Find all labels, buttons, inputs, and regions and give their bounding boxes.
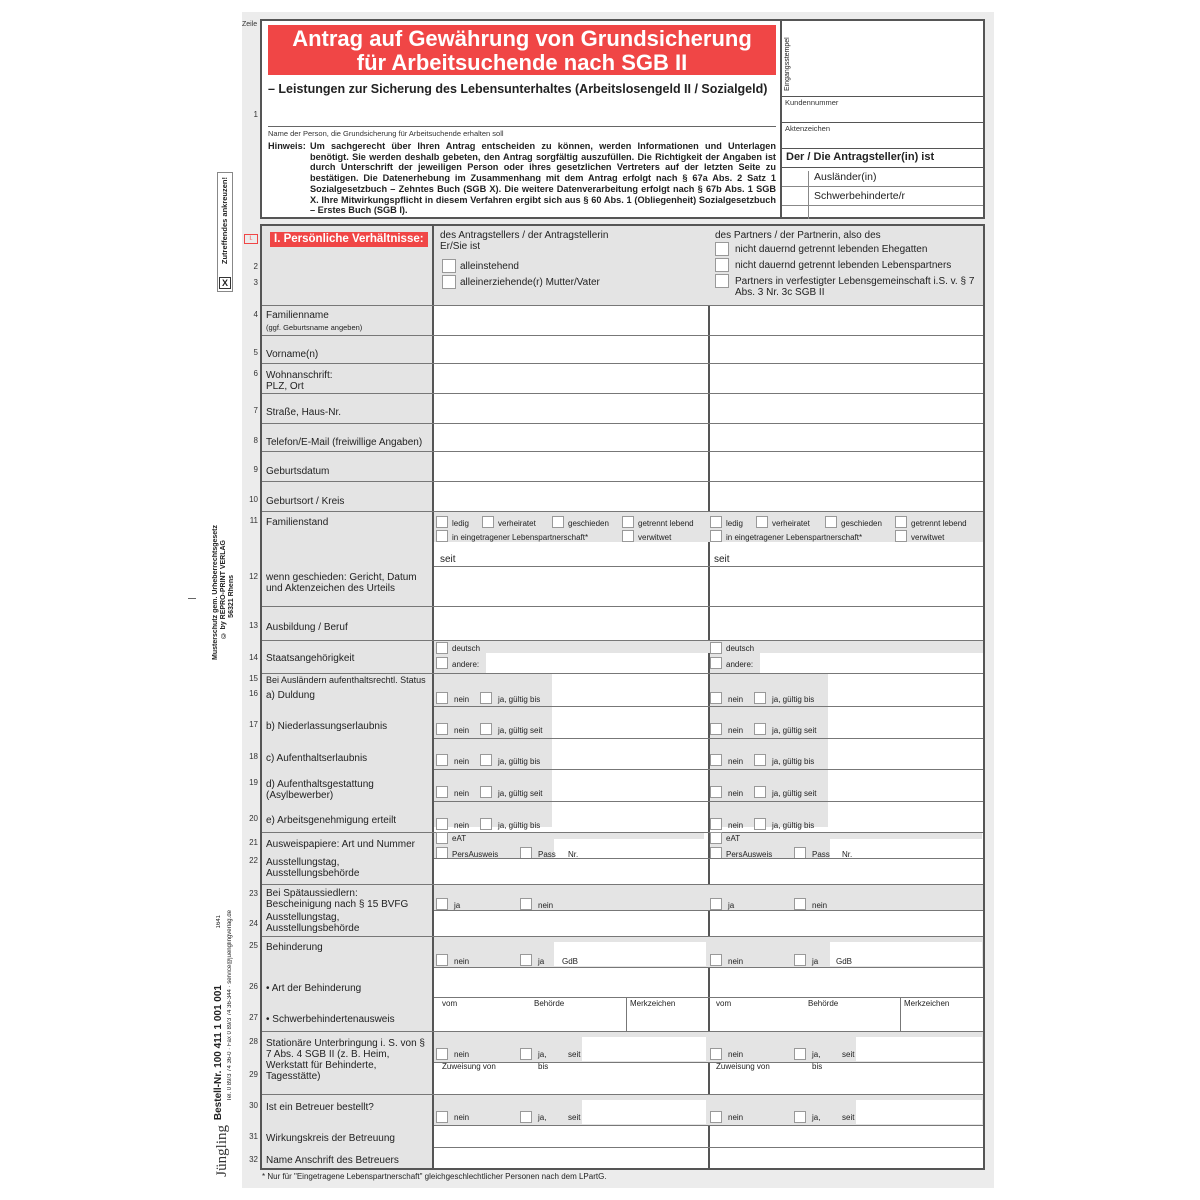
label-aufenthaltserlaubnis: c) Aufenthaltserlaubnis — [266, 753, 368, 764]
checkbox-partner-duldung-ja[interactable] — [754, 692, 766, 704]
line-number: 17 — [249, 720, 258, 729]
line-number: 18 — [249, 752, 258, 761]
line-number: 5 — [253, 348, 258, 357]
option-label: verheiratet — [772, 519, 810, 528]
copyright-publisher: © by REPRO-PRINT VERLAG — [220, 540, 227, 639]
label-familienname: Familienname — [266, 310, 329, 321]
input-applicant-wirkungskreis[interactable] — [436, 1126, 706, 1146]
input-partner-geburtsdatum[interactable] — [712, 452, 982, 480]
line-number: 1 — [253, 110, 258, 119]
office-use-box — [780, 19, 985, 219]
checkbox-partner-betreuer-nein[interactable] — [710, 1111, 722, 1123]
label-spaetaussiedler: Bei Spätaussiedlern: Bescheinigung nach § 15 BVFG — [266, 888, 409, 910]
option-label: nein — [454, 695, 470, 704]
line-number: 26 — [249, 982, 258, 991]
label-aufenthaltsstatus: Bei Ausländern aufenthaltsrechtl. Status — [266, 675, 426, 685]
input-partner-ausweis-vom-behoerde[interactable] — [712, 1008, 898, 1030]
option-label: seit — [568, 1113, 581, 1122]
checkbox-partner-niederlassung-nein[interactable] — [710, 723, 722, 735]
input-applicant-zuweisung[interactable] — [436, 1072, 706, 1094]
checkbox-partner-gestattung-nein[interactable] — [710, 786, 722, 798]
checkbox-applicant-aufenthaltserlaubnis-ja[interactable] — [480, 754, 492, 766]
option-label: ja, gültig bis — [498, 695, 541, 704]
checkbox-partner-ehegatte[interactable] — [715, 242, 729, 256]
option-label: nein — [728, 695, 744, 704]
input-applicant-geburtsort[interactable] — [436, 482, 706, 510]
label-ausweispapiere: Ausweispapiere: Art und Nummer — [266, 839, 415, 850]
applicant-column-header: des Antragstellers / der Antragstellerin — [440, 230, 609, 241]
checkbox-applicant-gestattung-nein[interactable] — [436, 786, 448, 798]
option-label: deutsch — [452, 644, 481, 653]
option-label: Pass — [538, 850, 556, 859]
label-geburtsdatum: Geburtsdatum — [266, 466, 330, 477]
option-label: Nr. — [568, 850, 579, 859]
checkbox-partner-aufenthaltserlaubnis-nein[interactable] — [710, 754, 722, 766]
option-label: vom — [716, 999, 732, 1008]
seit-label: seit — [714, 554, 730, 565]
checkbox-applicant-bvfg-ja[interactable] — [436, 898, 448, 910]
input-partner-ausbildung[interactable] — [712, 607, 982, 639]
input-partner-ausstellung-ausweis[interactable] — [712, 859, 982, 883]
option-label: GdB — [562, 957, 579, 966]
checkbox-partner-deutsch[interactable] — [710, 642, 722, 654]
line-number: 23 — [249, 889, 258, 898]
input-partner-gdb[interactable] — [830, 942, 982, 966]
checkbox-partner-bvfg-nein[interactable] — [794, 898, 806, 910]
label-niederlassung: b) Niederlassungserlaubnis — [266, 721, 388, 732]
input-partner-art-behinderung[interactable] — [712, 968, 982, 996]
option-label: ja, — [812, 1113, 821, 1122]
option-label: seit — [568, 1050, 581, 1059]
option-label: eAT — [726, 834, 741, 843]
input-applicant-geburtsdatum[interactable] — [436, 452, 706, 480]
checkbox-partner-unterbringung-ja[interactable] — [794, 1048, 806, 1060]
checkbox-partner-verheiratet[interactable] — [756, 516, 768, 528]
checkbox-partner-betreuer-ja[interactable] — [794, 1111, 806, 1123]
checkbox-applicant-bvfg-nein[interactable] — [520, 898, 532, 910]
option-label: Pass — [812, 850, 830, 859]
line-number: 19 — [249, 778, 258, 787]
input-applicant-strasse[interactable] — [436, 394, 706, 422]
input-applicant-ausweis-vom-behoerde[interactable] — [436, 1008, 624, 1030]
line-number: 20 — [249, 814, 258, 823]
checkbox-alleinstehend[interactable] — [442, 259, 456, 273]
option-label: ja, gültig bis — [772, 821, 815, 830]
input-applicant-ausstellung-bvfg[interactable] — [436, 911, 706, 935]
copyright-line: Musterschutz gem. Urheberrechtsgesetz — [212, 525, 219, 660]
option-label: geschieden — [568, 519, 609, 528]
checkbox-applicant-lebenspartnerschaft[interactable] — [436, 530, 448, 542]
option-label: Behörde — [808, 999, 839, 1008]
option-label: nein — [454, 821, 470, 830]
option-label: nein — [728, 1050, 744, 1059]
line-number: 15 — [249, 674, 258, 683]
title-line-2: für Arbeitsuchende nach SGB II — [356, 50, 688, 75]
input-applicant-familienname[interactable] — [436, 306, 706, 334]
input-partner-geburtsort[interactable] — [712, 482, 982, 510]
line-number: 2 — [253, 262, 258, 271]
line-number: 13 — [249, 621, 258, 630]
checkbox-partner-duldung-nein[interactable] — [710, 692, 722, 704]
checkbox-partner-gestattung-ja[interactable] — [754, 786, 766, 798]
line-number: 28 — [249, 1037, 258, 1046]
checkbox-partner-behinderung-ja[interactable] — [794, 954, 806, 966]
input-partner-scheidung[interactable] — [712, 567, 982, 605]
input-partner-wirkungskreis[interactable] — [712, 1126, 982, 1146]
line-number: 10 — [249, 495, 258, 504]
option-label: alleinstehend — [460, 261, 519, 272]
option-label: nein — [454, 789, 470, 798]
option-label: nein — [454, 1050, 470, 1059]
checkbox-applicant-geschieden[interactable] — [552, 516, 564, 528]
option-label: PersAusweis — [726, 850, 773, 859]
input-partner-familienname[interactable] — [712, 306, 982, 334]
option-label: nein — [454, 757, 470, 766]
checkbox-applicant-getrennt[interactable] — [622, 516, 634, 528]
option-label: andere: — [452, 660, 480, 669]
label-stationaere-unterbringung: Stationäre Unterbringung i. S. von § 7 Abs. 4 SGB II (z. B. Heim, Werkstatt für Behinderte, Tagesstätte) — [266, 1038, 425, 1082]
option-label: seit — [842, 1050, 855, 1059]
checkbox-partner-lebensgemeinschaft[interactable] — [715, 274, 729, 288]
checkbox-partner-behinderung-nein[interactable] — [710, 954, 722, 966]
notice-text: Um sachgerecht über Ihren Antrag entscheiden zu können, werden Informationen und Unterlagen benötigt. Sie werden deshalb gebeten, den Antrag sorgfältig auszufüllen. Die Richtigkeit der Angaben ist durch Unterschrift der jeweiligen Person oder ihres gesetzlichen Vertreters auf der letzten Seite zu bestätigen. Die Datenerhebung im Zusammenhang mit dem Antrag erfolgt nach § 67a Abs. 2 Satz 1 Sozialgesetzbuch – Zehntes Buch (SGB X). Die weitere Datenverarbeitung erfolgt nach § 67b Abs. 1 SGB X. Ihre Mitwirkungspflicht in diesem Verfahren ergibt sich aus § 60 Abs. 1 (Obliegenheit) Sozialgesetzbuch – Erstes Buch (SGB I). — [310, 141, 776, 216]
option-label: getrennt lebend — [638, 519, 694, 528]
checkbox-applicant-eat[interactable] — [436, 832, 448, 844]
option-label: nein — [454, 726, 470, 735]
checkbox-partner-geschieden[interactable] — [825, 516, 837, 528]
label-strasse: Straße, Haus-Nr. — [266, 407, 342, 418]
applicant-subheader: Er/Sie ist — [440, 241, 481, 252]
checkbox-partner-lebenspartner[interactable] — [715, 258, 729, 272]
option-label: ja, — [812, 1050, 821, 1059]
checkbox-applicant-andere[interactable] — [436, 657, 448, 669]
form-title — [268, 25, 776, 75]
publisher-logo: Jüngling — [214, 1125, 230, 1177]
line-number: 6 — [253, 369, 258, 378]
option-label: ja, gültig seit — [772, 726, 817, 735]
option-label: Merkzeichen — [904, 999, 950, 1008]
input-applicant-andere-nationalitaet[interactable] — [488, 654, 706, 672]
option-label: ja — [538, 957, 545, 966]
footnote: * Nur für "Eingetragene Lebenspartnerschaft" gleichgeschlechtlicher Personen nach dem LPartG. — [262, 1172, 607, 1181]
label-arbeitsgenehmigung: e) Arbeitsgenehmigung erteilt — [266, 815, 397, 826]
option-label: GdB — [836, 957, 853, 966]
section-title: I. Persönliche Verhältnisse: — [270, 232, 428, 247]
line-number: 29 — [249, 1070, 258, 1079]
stamp-label: Eingangsstempel — [784, 37, 791, 91]
status-disabled[interactable]: Schwerbehinderte/r — [814, 190, 906, 202]
label-betreuer: Ist ein Betreuer bestellt? — [266, 1102, 374, 1113]
form-subtitle: – Leistungen zur Sicherung des Lebensunterhaltes (Arbeitslosengeld II / Sozialgeld) — [268, 82, 768, 96]
checkbox-applicant-betreuer-nein[interactable] — [436, 1111, 448, 1123]
status-foreigner[interactable]: Ausländer(in) — [814, 171, 877, 183]
line-number: 12 — [249, 572, 258, 581]
option-label: nein — [454, 957, 470, 966]
label-ausbildung: Ausbildung / Beruf — [266, 622, 348, 633]
label-schwerbehindertenausweis: • Schwerbehindertenausweis — [266, 1014, 395, 1025]
label-betreuer-anschrift: Name Anschrift des Betreuers — [266, 1155, 399, 1166]
line-number: 31 — [249, 1132, 258, 1141]
input-partner-vorname[interactable] — [712, 336, 982, 362]
line-number: 3 — [253, 278, 258, 287]
option-label: nein — [812, 901, 828, 910]
label-behinderung: Behinderung — [266, 942, 323, 953]
seit-label: seit — [440, 554, 456, 565]
customer-number-label: Kundennummer — [785, 98, 839, 107]
label-ausstellung-bvfg: Ausstellungstag, Ausstellungsbehörde — [266, 912, 360, 934]
option-label: geschieden — [841, 519, 882, 528]
option-label: nicht dauernd getrennt lebenden Lebenspartners — [735, 260, 952, 271]
checkbox-applicant-aufenthaltserlaubnis-nein[interactable] — [436, 754, 448, 766]
label-telefon: Telefon/E-Mail (freiwillige Angaben) — [266, 437, 423, 448]
name-caption: Name der Person, die Grundsicherung für Arbeitsuchende erhalten soll — [268, 129, 504, 138]
checkbox-applicant-verheiratet[interactable] — [482, 516, 494, 528]
input-partner-betreuer-seit[interactable] — [856, 1100, 982, 1124]
option-label: getrennt lebend — [911, 519, 967, 528]
applicant-name-field[interactable] — [268, 126, 776, 127]
input-partner-strasse[interactable] — [712, 394, 982, 422]
input-applicant-plz-ort[interactable] — [436, 364, 706, 392]
label-familienname-hint: (ggf. Geburtsname angeben) — [266, 323, 363, 332]
option-label: Nr. — [842, 850, 853, 859]
label-aufenthaltsgestattung: d) Aufenthaltsgestattung (Asylbewerber) — [266, 779, 374, 801]
checkbox-applicant-duldung-nein[interactable] — [436, 692, 448, 704]
label-art-behinderung: • Art der Behinderung — [266, 983, 362, 994]
zeile-label: Zeile — [242, 21, 258, 28]
checkbox-applicant-betreuer-ja[interactable] — [520, 1111, 532, 1123]
checkbox-applicant-niederlassung-ja[interactable] — [480, 723, 492, 735]
option-label: nein — [728, 789, 744, 798]
label-duldung: a) Duldung — [266, 690, 315, 701]
option-label: ja, gültig seit — [498, 726, 543, 735]
input-partner-unterbringung-seit[interactable] — [856, 1037, 982, 1061]
checkbox-partner-unterbringung-nein[interactable] — [710, 1048, 722, 1060]
contact-info: Tel. 0 89/3 74 36-0 · Fax 0 89/3 74 36-344 · service@juenglingverlag.de — [227, 910, 233, 1102]
checkbox-applicant-deutsch[interactable] — [436, 642, 448, 654]
applicant-status-heading: Der / Die Antragsteller(in) ist — [786, 151, 935, 163]
checkbox-applicant-arbeitsgenehmigung-nein[interactable] — [436, 818, 448, 830]
copyright-city: 56321 Rhens — [228, 575, 235, 618]
line-number: 8 — [253, 436, 258, 445]
input-partner-betreuer-anschrift[interactable] — [712, 1148, 982, 1168]
input-partner-zuweisung[interactable] — [712, 1072, 982, 1094]
option-label: ledig — [452, 519, 469, 528]
checkbox-alleinerziehend[interactable] — [442, 275, 456, 289]
option-label: ja, — [538, 1113, 547, 1122]
label-ausstellung-ausweis: Ausstellungstag, Ausstellungsbehörde — [266, 857, 360, 879]
option-label: alleinerziehende(r) Mutter/Vater — [460, 277, 600, 288]
label-geburtsort: Geburtsort / Kreis — [266, 496, 345, 507]
input-applicant-betreuer-anschrift[interactable] — [436, 1148, 706, 1168]
option-label: ledig — [726, 519, 743, 528]
option-label: Partners in verfestigter Lebensgemeinschaft i.S. v. § 7 Abs. 3 Nr. 3c SGB II — [735, 276, 975, 298]
line-number: 11 — [249, 516, 258, 525]
option-label: nein — [728, 726, 744, 735]
label-scheidung: wenn geschieden: Gericht, Datum und Aktenzeichen des Urteils — [266, 572, 417, 594]
label-wirkungskreis: Wirkungskreis der Betreuung — [266, 1133, 395, 1144]
checkbox-applicant-unterbringung-ja[interactable] — [520, 1048, 532, 1060]
title-line-1: Antrag auf Gewährung von Grundsicherung — [292, 26, 752, 51]
personal-details-form — [260, 224, 985, 1170]
input-applicant-telefon[interactable] — [436, 424, 706, 450]
input-partner-merkzeichen[interactable] — [902, 1008, 982, 1030]
option-label: nein — [538, 901, 554, 910]
checkmark-x-icon: X — [219, 277, 231, 289]
notice-label: Hinweis: — [268, 141, 306, 151]
label-staatsangehoerigkeit: Staatsangehörigkeit — [266, 653, 355, 664]
option-label: seit — [842, 1113, 855, 1122]
input-partner-familienstand-seit[interactable] — [736, 544, 982, 564]
checkbox-applicant-behinderung-nein[interactable] — [436, 954, 448, 966]
checkbox-applicant-duldung-ja[interactable] — [480, 692, 492, 704]
input-applicant-art-behinderung[interactable] — [436, 968, 706, 996]
option-label: ja, gültig seit — [772, 789, 817, 798]
option-label: verwitwet — [911, 533, 945, 542]
line-number: 14 — [249, 653, 258, 662]
checkbox-partner-eat[interactable] — [710, 832, 722, 844]
line-number: 24 — [249, 919, 258, 928]
option-label: nein — [728, 757, 744, 766]
input-applicant-merkzeichen[interactable] — [628, 1008, 706, 1030]
checkbox-partner-bvfg-ja[interactable] — [710, 898, 722, 910]
option-label: vom — [442, 999, 458, 1008]
input-applicant-ausbildung[interactable] — [436, 607, 706, 639]
option-label: ja, gültig bis — [498, 821, 541, 830]
option-label: verwitwet — [638, 533, 672, 542]
label-familienstand: Familienstand — [266, 517, 329, 528]
file-number-label: Aktenzeichen — [785, 124, 831, 133]
checkbox-partner-getrennt[interactable] — [895, 516, 907, 528]
option-label: PersAusweis — [452, 850, 499, 859]
option-label: verheiratet — [498, 519, 536, 528]
line-number: 4 — [253, 310, 258, 319]
line-number: 7 — [253, 406, 258, 415]
option-label: nein — [728, 821, 744, 830]
form-code: 1641 — [216, 915, 222, 929]
line-number: 30 — [249, 1101, 258, 1110]
line-number: 32 — [249, 1155, 258, 1164]
input-applicant-familienstand-seit[interactable] — [462, 544, 706, 564]
input-applicant-vorname[interactable] — [436, 336, 706, 362]
line-number: 16 — [249, 689, 258, 698]
option-label: Merkzeichen — [630, 999, 676, 1008]
input-partner-telefon[interactable] — [712, 424, 982, 450]
input-applicant-betreuer-seit[interactable] — [582, 1100, 706, 1124]
option-label: eAT — [452, 834, 467, 843]
title-block — [260, 19, 782, 219]
instruction-text: Zutreffendes ankreuzen! — [220, 177, 229, 265]
label-wohnanschrift: Wohnanschrift: PLZ, Ort — [266, 370, 333, 392]
checkbox-partner-niederlassung-ja[interactable] — [754, 723, 766, 735]
checkbox-applicant-unterbringung-nein[interactable] — [436, 1048, 448, 1060]
checkbox-partner-arbeitsgenehmigung-nein[interactable] — [710, 818, 722, 830]
input-applicant-scheidung[interactable] — [436, 567, 706, 605]
copyright-notice — [211, 525, 220, 660]
option-label: nein — [454, 1113, 470, 1122]
line-number: 9 — [253, 465, 258, 474]
input-applicant-unterbringung-seit[interactable] — [582, 1037, 706, 1061]
option-label: Zuweisung von — [442, 1062, 496, 1071]
option-label: Zuweisung von — [716, 1062, 770, 1071]
checkbox-applicant-behinderung-ja[interactable] — [520, 954, 532, 966]
checkbox-applicant-gestattung-ja[interactable] — [480, 786, 492, 798]
order-number: Bestell-Nr. 100 411 1 001 001 — [213, 985, 224, 1121]
option-label: bis — [812, 1062, 823, 1071]
line-number: 21 — [249, 838, 258, 847]
form-page — [242, 12, 994, 1188]
checkbox-partner-lebenspartnerschaft[interactable] — [710, 530, 722, 542]
option-label: ja, gültig bis — [772, 757, 815, 766]
checkbox-partner-ledig[interactable] — [710, 516, 722, 528]
label-vorname: Vorname(n) — [266, 349, 319, 360]
option-label: bis — [538, 1062, 549, 1071]
option-label: nicht dauernd getrennt lebenden Ehegatten — [735, 244, 928, 255]
input-applicant-ausstellung-ausweis[interactable] — [436, 859, 706, 883]
partner-column-header: des Partners / der Partnerin, also des — [715, 230, 881, 241]
option-label: ja — [728, 901, 735, 910]
checkbox-partner-andere[interactable] — [710, 657, 722, 669]
checkbox-applicant-ledig[interactable] — [436, 516, 448, 528]
input-partner-andere-nationalitaet[interactable] — [762, 654, 982, 672]
checkbox-partner-aufenthaltserlaubnis-ja[interactable] — [754, 754, 766, 766]
option-label: nein — [728, 957, 744, 966]
checkbox-partner-arbeitsgenehmigung-ja[interactable] — [754, 818, 766, 830]
section-marker: I. — [244, 234, 258, 244]
option-label: deutsch — [726, 644, 755, 653]
option-label: ja, gültig bis — [498, 757, 541, 766]
option-label: Behörde — [534, 999, 565, 1008]
option-label: ja, gültig bis — [772, 695, 815, 704]
option-label: in eingetragener Lebenspartnerschaft* — [452, 533, 589, 542]
line-number: 25 — [249, 941, 258, 950]
option-label: ja — [812, 957, 819, 966]
checkbox-partner-verwitwet[interactable] — [895, 530, 907, 542]
instruction-box — [217, 172, 233, 292]
input-partner-plz-ort[interactable] — [712, 364, 982, 392]
option-label: ja, — [538, 1050, 547, 1059]
option-label: andere: — [726, 660, 754, 669]
option-label: ja — [454, 901, 461, 910]
fold-mark — [188, 598, 196, 599]
input-partner-ausstellung-bvfg[interactable] — [712, 911, 982, 935]
input-partner-ausweisnummer[interactable] — [830, 839, 982, 858]
option-label: in eingetragener Lebenspartnerschaft* — [726, 533, 863, 542]
checkbox-applicant-arbeitsgenehmigung-ja[interactable] — [480, 818, 492, 830]
line-number: 27 — [249, 1013, 258, 1022]
line-number: 22 — [249, 856, 258, 865]
checkbox-applicant-verwitwet[interactable] — [622, 530, 634, 542]
option-label: ja, gültig seit — [498, 789, 543, 798]
option-label: nein — [728, 1113, 744, 1122]
checkbox-applicant-niederlassung-nein[interactable] — [436, 723, 448, 735]
